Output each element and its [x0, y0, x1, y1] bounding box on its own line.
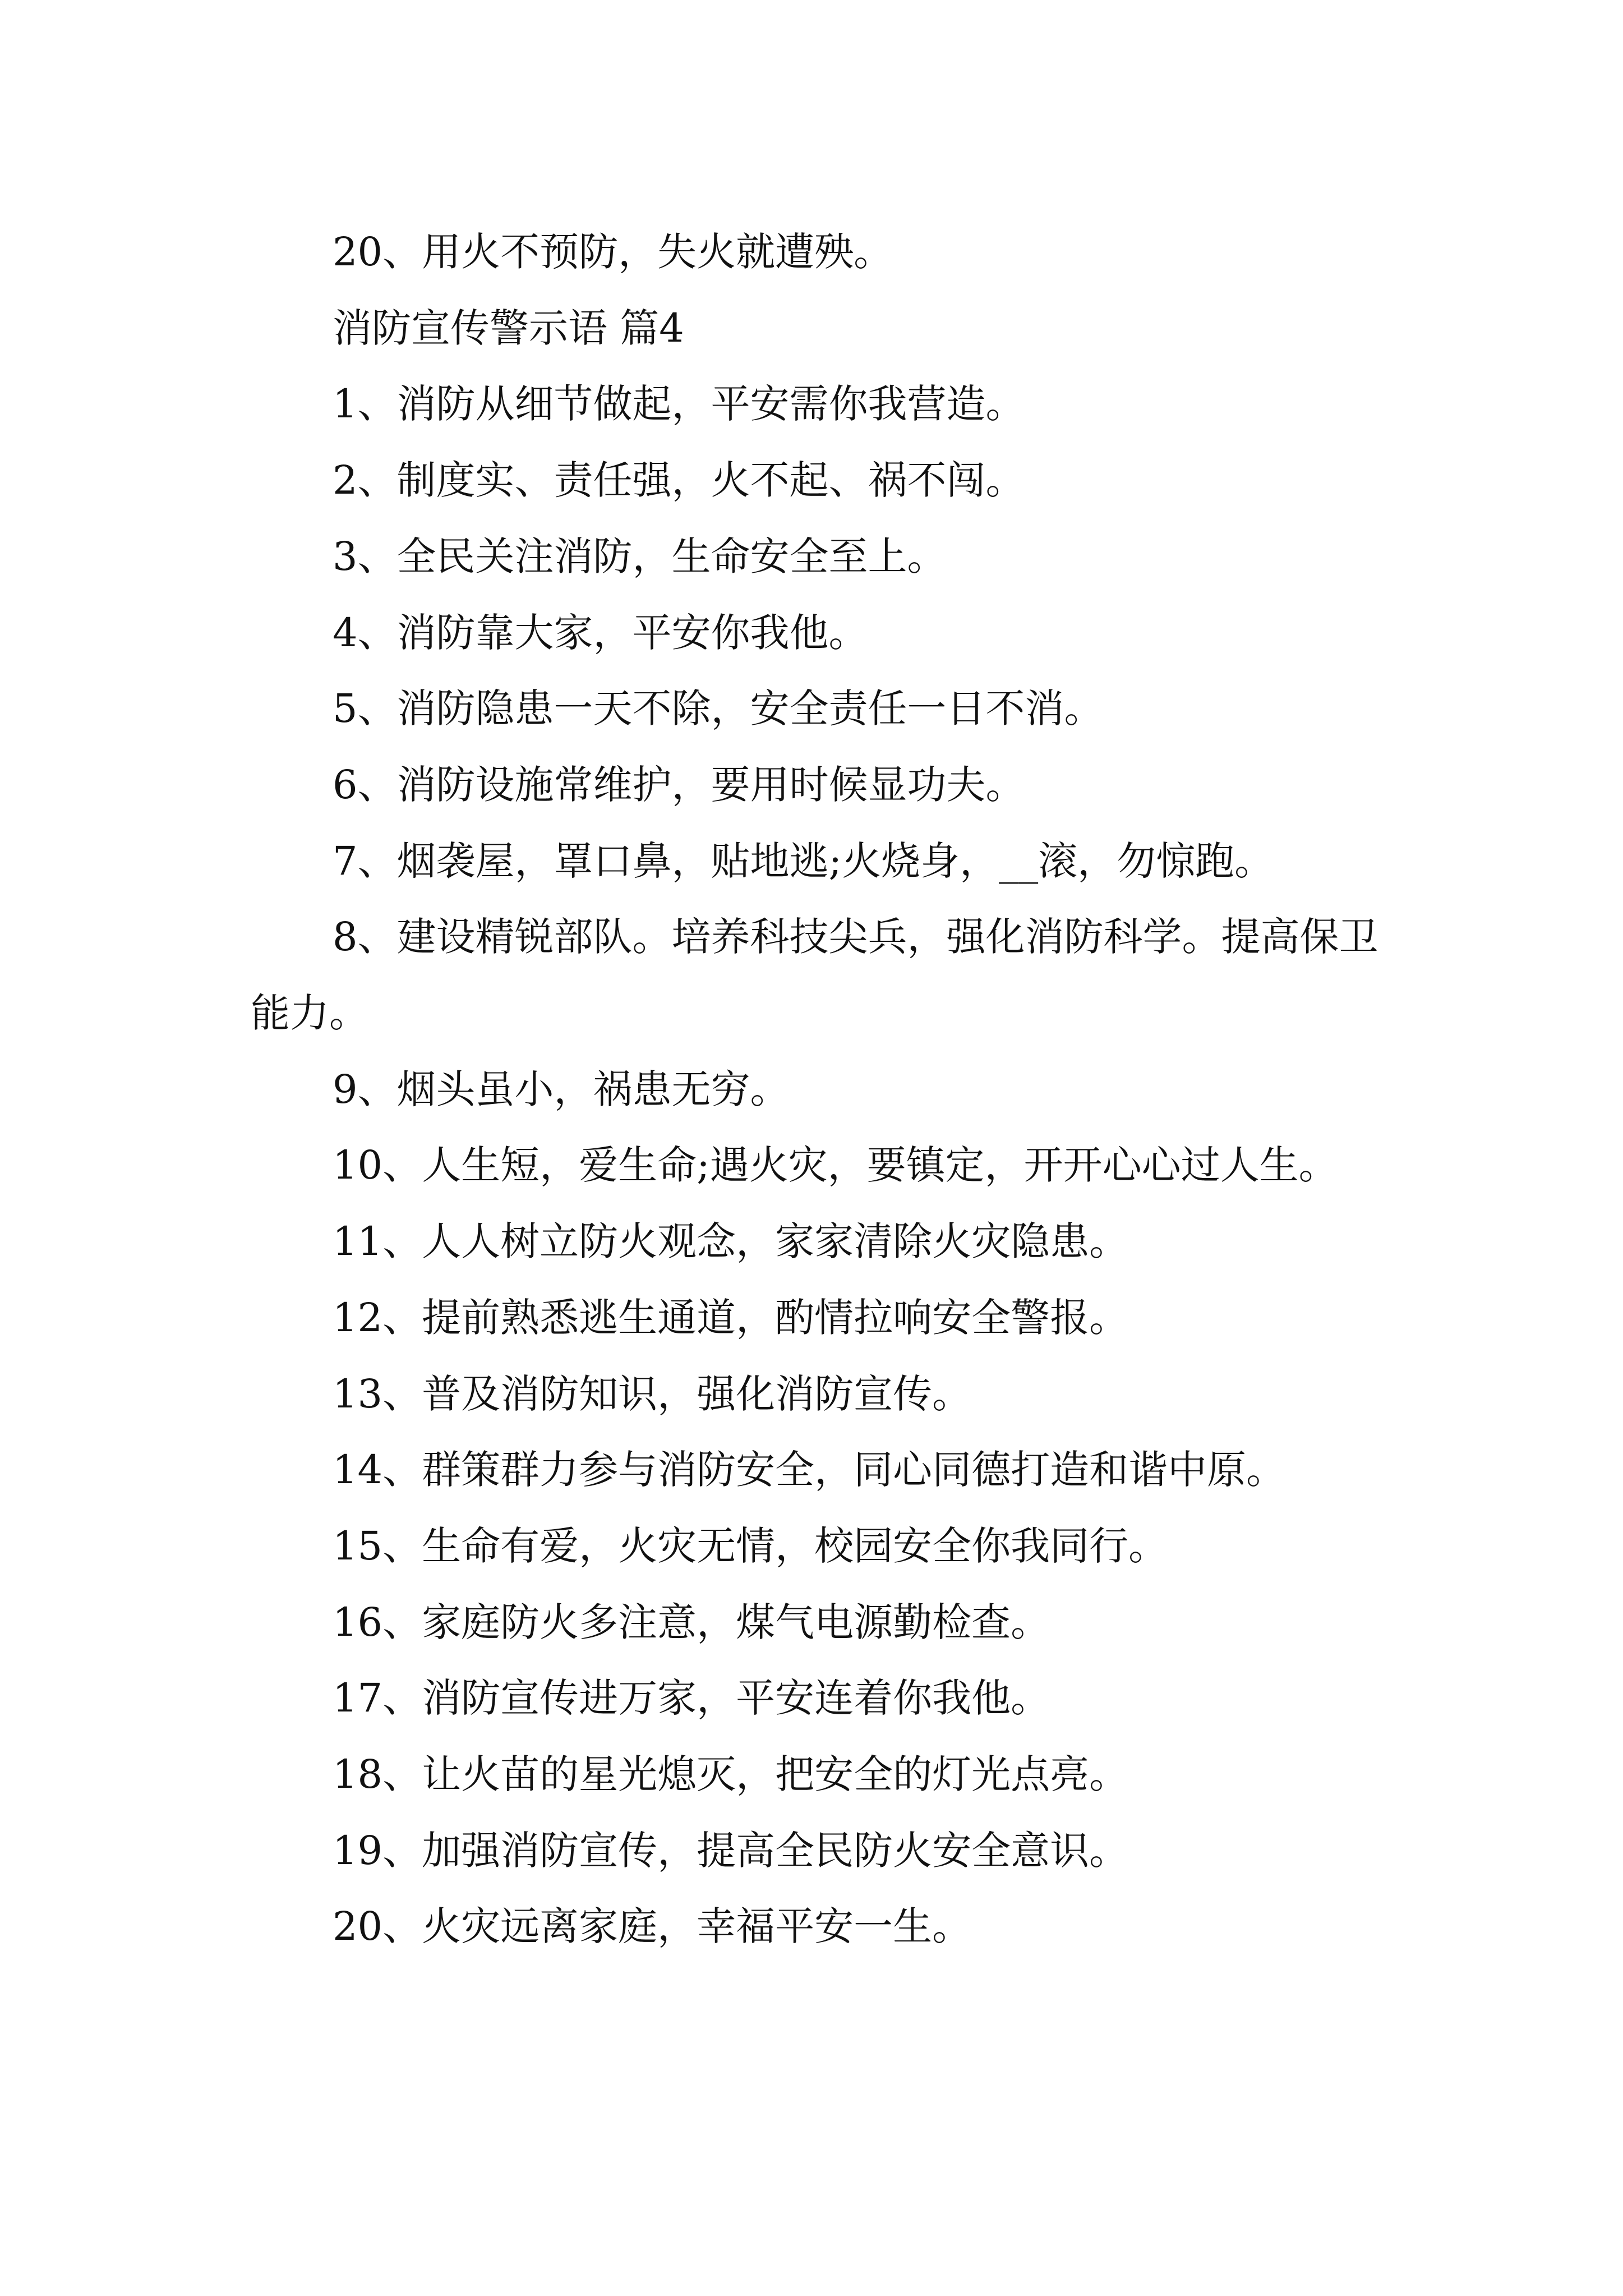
section-heading: 消防宣传警示语 篇4 — [333, 305, 684, 351]
slogan-line: 20、用火不预防，失火就遭殃。 — [333, 229, 893, 275]
slogan-line: 11、人人树立防火观念，家家清除火灾隐患。 — [333, 1218, 1129, 1265]
slogan-line: 7、烟袭屋，罩口鼻，贴地逃;火烧身，__滚，勿惊跑。 — [333, 838, 1274, 884]
slogan-line: 3、全民关注消防，生命安全至上。 — [333, 533, 947, 579]
slogan-line: 4、消防靠大家，平安你我他。 — [333, 609, 868, 656]
slogan-line: 20、火灾远离家庭，幸福平安一生。 — [333, 1903, 972, 1950]
slogan-line: 18、让火苗的星光熄灭，把安全的灯光点亮。 — [333, 1751, 1129, 1798]
slogan-line: 19、加强消防宣传，提高全民防火安全意识。 — [333, 1827, 1129, 1874]
slogan-line: 8、建设精锐部队。培养科技尖兵，强化消防科学。提高保卫能力。 — [251, 914, 1378, 1037]
slogan-line: 1、消防从细节做起，平安需你我营造。 — [333, 381, 1025, 427]
slogan-line: 13、普及消防知识，强化消防宣传。 — [333, 1370, 972, 1417]
slogan-line: 6、消防设施常维护，要用时候显功夫。 — [333, 761, 1025, 808]
slogan-line: 10、人生短，爱生命;遇火灾，要镇定，开开心心过人生。 — [333, 1142, 1338, 1189]
slogan-line: 5、消防隐患一天不除，安全责任一日不消。 — [333, 685, 1104, 732]
slogan-line: 14、群策群力参与消防安全，同心同德打造和谐中原。 — [333, 1447, 1286, 1493]
slogan-line: 16、家庭防火多注意，煤气电源勤检查。 — [333, 1599, 1050, 1645]
slogan-line: 17、消防宣传进万家，平安连着你我他。 — [333, 1675, 1050, 1722]
slogan-line: 9、烟头虽小，祸患无穷。 — [333, 1066, 790, 1112]
slogan-line: 12、提前熟悉逃生通道，酌情拉响安全警报。 — [333, 1294, 1129, 1341]
slogan-line: 15、生命有爱，火灾无情，校园安全你我同行。 — [333, 1522, 1168, 1569]
slogan-line: 2、制度实、责任强，火不起、祸不闯。 — [333, 457, 1025, 504]
document-body — [251, 214, 1406, 1965]
